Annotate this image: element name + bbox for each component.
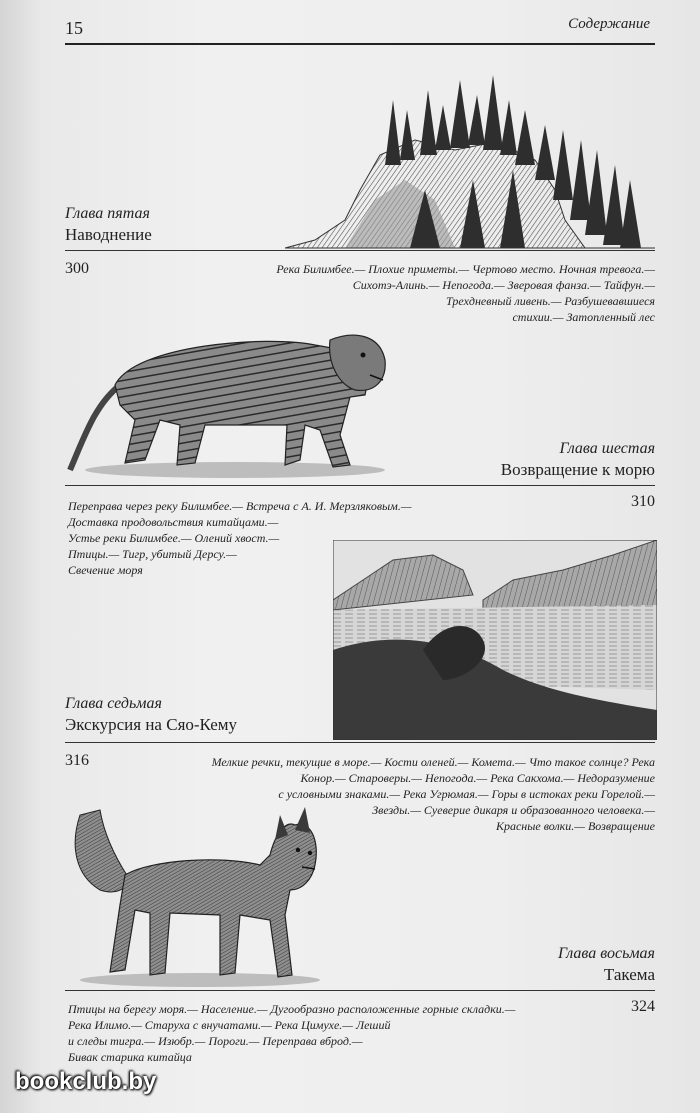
chapter-7-page: 316	[65, 752, 89, 769]
summary-line: с условными знаками.— Река Угрюмая.— Горы в истоках реки Горелой.—	[278, 787, 655, 801]
summary-line: Конор.— Староверы.— Непогода.— Река Сакхома.— Недоразумение	[300, 771, 655, 785]
summary-line: Сихотэ-Алинь.— Непогода.— Зверовая фанза.— Тайфун.—	[352, 278, 655, 292]
chapter-7-label: Глава седьмая	[65, 695, 162, 712]
chapter-6-page: 310	[631, 493, 655, 510]
header-rule	[65, 43, 655, 45]
summary-line: Свечение моря	[68, 563, 143, 577]
site-watermark: bookclub.by	[15, 1068, 157, 1095]
chapter-8-title: Такема	[603, 965, 655, 984]
river-valley-illustration	[333, 540, 657, 740]
summary-line: Река Илимо.— Старуха с внучатами.— Река Цимухе.— Леший	[68, 1018, 391, 1032]
running-header: Содержание	[568, 16, 650, 32]
chapter-5-title: Наводнение	[65, 225, 152, 244]
summary-line: Устье реки Билимбее.— Олений хвост.—	[68, 531, 280, 545]
chapter-5-page: 300	[65, 260, 89, 277]
summary-line: Звезды.— Суеверие дикаря и образованного человека.—	[372, 803, 655, 817]
summary-line: Переправа через реку Билимбее.— Встреча с А. И. Мерзляковым.—	[68, 499, 412, 513]
summary-line: Мелкие речки, текущие в море.— Кости оленей.— Комета.— Что такое солнце? Река	[211, 755, 655, 769]
summary-line: Бивак старика китайца	[68, 1050, 192, 1064]
chapter-8-label: Глава восьмая	[557, 945, 655, 962]
summary-line: Доставка продовольствия китайцами.—	[68, 515, 279, 529]
chapter-6-title: Возвращение к морю	[500, 460, 655, 479]
chapter-8-rule	[65, 990, 655, 991]
chapter-8-summary	[68, 1001, 515, 1065]
summary-line: Птицы.— Тигр, убитый Дерсу.—	[68, 547, 237, 561]
chapter-6-rule	[65, 485, 655, 486]
chapter-7-rule	[65, 742, 655, 743]
chapter-5-summary	[276, 261, 655, 325]
summary-line: стихии.— Затопленный лес	[512, 310, 655, 324]
summary-line: Птицы на берегу моря.— Население.— Дугообразно расположенные горные складки.—	[68, 1002, 516, 1016]
summary-line: и следы тигра.— Изюбр.— Пороги.— Переправа вброд.—	[68, 1034, 363, 1048]
summary-line: Трехдневный ливень.— Разбушевавшиеся	[446, 294, 655, 308]
chapter-5-rule	[65, 250, 655, 251]
chapter-8-page: 324	[631, 998, 655, 1015]
wolf-illustration	[70, 795, 330, 990]
chapter-7-title: Экскурсия на Сяо-Кему	[65, 715, 238, 734]
summary-line: Красные волки.— Возвращение	[496, 819, 655, 833]
chapter-6-label: Глава шестая	[559, 440, 655, 457]
chapter-5-label: Глава пятая	[65, 205, 150, 222]
forest-cliff-illustration	[285, 70, 655, 250]
page-number: 15	[65, 18, 83, 38]
tiger-illustration	[65, 325, 395, 485]
summary-line: Река Билимбее.— Плохие приметы.— Чертово место. Ночная тревога.—	[276, 262, 655, 276]
